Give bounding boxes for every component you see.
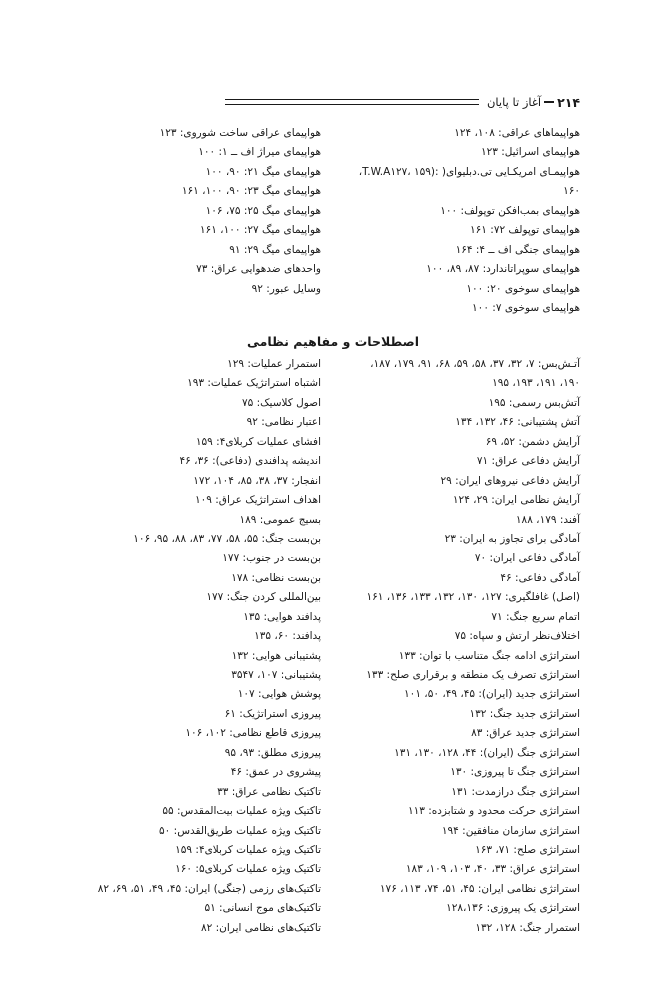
index-entry: آتش‌بس رسمی: ۱۹۵ (488, 396, 580, 409)
index-column-right-bottom (330, 355, 580, 938)
index-entry: آرایش دشمن: ۵۲، ۶۹ (485, 435, 580, 448)
index-entry: تاکتیک ویژه عملیات کربلای۴: ۱۵۹ (175, 843, 321, 856)
index-entry: اتمام سریع جنگ: ۷۱ (491, 610, 580, 623)
index-entry: تاکتیک ویژه عملیات طریق‌القدس: ۵۰ (159, 824, 321, 837)
index-entry: تاکتیک نظامی عراق: ۳۳ (217, 785, 321, 798)
index-entry: هواپیمای بمب‌افکن توپولف: ۱۰۰ (440, 204, 580, 217)
index-entry: پیروزی قاطع نظامی: ۱۰۲، ۱۰۶ (185, 727, 321, 740)
index-entry: اصول کلاسیک: ۷۵ (241, 396, 321, 409)
index-entry: استراتژی سازمان منافقین: ۱۹۴ (441, 824, 580, 837)
index-entry: هواپیمای سوپراتاندارد: ۸۷، ۸۹، ۱۰۰ (426, 263, 580, 276)
index-entry: استراتژی جدید جنگ: ۱۳۲ (469, 707, 580, 720)
index-entry: آرایش دفاعی عراق: ۷۱ (476, 455, 580, 468)
index-entry: استمرار عملیات: ۱۲۹ (227, 358, 321, 370)
index-entry: استراتژی جدید عراق: ۸۳ (471, 727, 580, 740)
index-entry: هواپیمای سوخوی ۷: ۱۰۰ (472, 301, 580, 314)
index-entry: هواپیمای سوخوی ۲۰: ۱۰۰ (466, 282, 580, 295)
index-entry: آتش پشتیبانی: ۴۶، ۱۳۲، ۱۳۴ (455, 416, 580, 429)
index-entry: هواپیمای میگ ۲۷: ۱۰۰، ۱۶۱ (199, 224, 321, 237)
index-entry: آرایش دفاعی نیروهای ایران: ۲۹ (440, 474, 580, 487)
index-entry: استراتژی جنگ درازمدت: ۱۳۱ (451, 785, 580, 798)
index-entry: پیشروی در عمق: ۴۶ (230, 766, 321, 779)
index-entry: هواپیمای میگ ۲۱: ۹۰، ۱۰۰ (205, 165, 321, 178)
index-entry: پوشش هوایی: ۱۰۷ (237, 688, 321, 701)
index-entry: آمادگی دفاعی ایران: ۷۰ (474, 552, 580, 565)
index-entry: بین‌المللی کردن جنگ: ۱۷۷ (206, 591, 321, 604)
index-entry: انفجار: ۳۷، ۳۸، ۸۵، ۱۰۴، ۱۷۲ (193, 474, 321, 487)
section-heading: اصطلاحات و مفاهیم نظامی (246, 334, 420, 349)
index-entry: ۱۶۰ (563, 185, 580, 198)
index-entry: بن‌بست در جنوب: ۱۷۷ (222, 552, 321, 565)
index-entry: تاکتیک ویژه عملیات کربلای۵: ۱۶۰ (175, 863, 321, 876)
index-entry: پدافند: ۶۰، ۱۳۵ (254, 630, 321, 643)
page-number: ۲۱۴ (557, 94, 580, 110)
index-entry: هواپیمای عراقی ساخت شوروی: ۱۲۳ (159, 127, 321, 139)
index-entry: هواپیمای میراژ اف ــ ۱: ۱۰۰ (198, 146, 321, 159)
index-entry: پشتیبانی: ۱۰۷، ۳۵۴۷ (231, 669, 321, 681)
index-entry: استمرار جنگ: ۱۲۸، ۱۳۲ (475, 921, 580, 934)
index-entry: استراتژی عراق: ۳۳، ۴۰، ۱۰۳، ۱۰۹، ۱۸۳ (405, 863, 580, 876)
index-entry: اختلاف‌نظر ارتش و سپاه: ۷۵ (454, 630, 580, 643)
running-header (225, 93, 580, 111)
index-entry: هواپیمای اسرائیل: ۱۲۳ (480, 146, 580, 159)
index-entry: پیروزی مطلق: ۹۳، ۹۵ (224, 746, 321, 759)
index-entry: آتـش‌بس: ۷، ۳۲، ۳۷، ۵۸، ۵۹، ۶۸، ۹۱، ۱۷۹، ۱۸۷، (370, 358, 580, 370)
index-column-left-bottom (71, 355, 321, 938)
index-entry: اندیشه پدافندی (دفاعی): ۳۶، ۴۶ (179, 455, 321, 468)
index-entry: آمادگی برای تجاوز به ایران: ۲۳ (444, 532, 580, 545)
index-entry: استراتژی یک پیروزی: ۱۲۸،۱۳۶ (446, 902, 580, 915)
index-entry: تاکتیک ویژه عملیات بیت‌المقدس: ۵۵ (162, 805, 321, 818)
index-column-right-top (330, 124, 580, 318)
index-entry: استراتژی جدید (ایران): ۴۵، ۴۹، ۵۰، ۱۰۱ (404, 688, 580, 701)
header-double-rule (225, 99, 479, 105)
index-entry: استراتژی نظامی ایران: ۴۵، ۵۱، ۷۴، ۱۱۳، ۱۷۶ (379, 882, 580, 895)
header-dash (544, 101, 554, 103)
index-entry: اعتبار نظامی: ۹۲ (246, 416, 321, 429)
index-entry: استراتژی ادامه جنگ متناسب با توان: ۱۳۳ (398, 649, 580, 662)
index-entry: پشتیبانی هوایی: ۱۳۲ (231, 649, 321, 662)
index-entry: هواپیمای میگ ۲۵: ۷۵، ۱۰۶ (205, 204, 321, 217)
index-entry: افشای عملیات کربلای۴: ۱۵۹ (195, 435, 321, 448)
index-entry: استراتژی تصرف یک منطقه و برقراری صلح: ۱۳۳ (366, 669, 580, 681)
index-entry: آرایش نظامی ایران: ۲۹، ۱۲۴ (452, 494, 580, 507)
index-entry: وسایل عبور: ۹۲ (251, 282, 321, 295)
index-entry: بن‌بست جنگ: ۵۵، ۵۸، ۷۷، ۸۳، ۸۸، ۹۵، ۱۰۶ (133, 532, 321, 545)
running-title: آغاز تا پایان (486, 95, 542, 109)
index-entry: اهداف استراتژیک عراق: ۱۰۹ (195, 494, 321, 507)
index-entry: هواپیمای میگ ۲۳: ۹۰، ۱۰۰، ۱۶۱ (181, 185, 321, 198)
index-entry: هواپیماهای عراقی: ۱۰۸، ۱۲۴ (454, 127, 580, 139)
index-entry: هواپیمای توپولف ۷۲: ۱۶۱ (470, 224, 580, 237)
index-entry: استراتژی جنگ (ایران): ۴۴، ۱۲۸، ۱۳۰، ۱۳۱ (394, 746, 580, 759)
index-entry: تاکتیک‌های موج انسانی: ۵۱ (204, 902, 321, 915)
index-entry: تاکتیک‌های رزمی (جنگی) ایران: ۴۵، ۴۹، ۵۱، ۶۹، ۸۲ (97, 882, 321, 895)
index-entry: هواپیمـای امریکـایی تی.دبلیوای( :(T.W.A۱۲۷، ۱۵۹، (358, 165, 580, 178)
index-column-left-top (81, 124, 321, 299)
index-entry: پیروزی استراتژیک: ۶۱ (224, 707, 321, 720)
index-entry: بن‌بست نظامی: ۱۷۸ (231, 571, 321, 584)
index-entry: پدافند هوایی: ۱۳۵ (243, 610, 321, 623)
index-entry: استراتژی حرکت محدود و شتابزده: ۱۱۳ (407, 805, 580, 818)
index-entry: اشتباه استراتژیک عملیات: ۱۹۳ (187, 377, 321, 390)
index-entry: استراتژی جنگ تا پیروزی: ۱۳۰ (450, 766, 580, 779)
index-entry: تاکتیک‌های نظامی ایران: ۸۲ (200, 921, 321, 934)
index-entry: بسیج عمومی: ۱۸۹ (239, 513, 321, 526)
index-entry: واحدهای ضدهوایی عراق: ۷۳ (196, 263, 321, 276)
index-entry: (اصل) غافلگیری: ۱۲۷، ۱۳۰، ۱۳۲، ۱۳۳، ۱۳۶، ۱۶۱ (366, 591, 580, 604)
index-entry: ۱۹۰، ۱۹۱، ۱۹۳، ۱۹۵ (492, 377, 580, 390)
index-entry: آمادگی دفاعی: ۴۶ (500, 571, 580, 584)
index-entry: آفند: ۱۷۹، ۱۸۸ (515, 513, 580, 526)
index-entry: هواپیمای جنگی اف ــ ۴: ۱۶۴ (455, 243, 580, 256)
index-entry: استراتژی صلح: ۷۱، ۱۶۳ (475, 843, 580, 856)
index-entry: هواپیمای میگ ۲۹: ۹۱ (229, 243, 321, 256)
